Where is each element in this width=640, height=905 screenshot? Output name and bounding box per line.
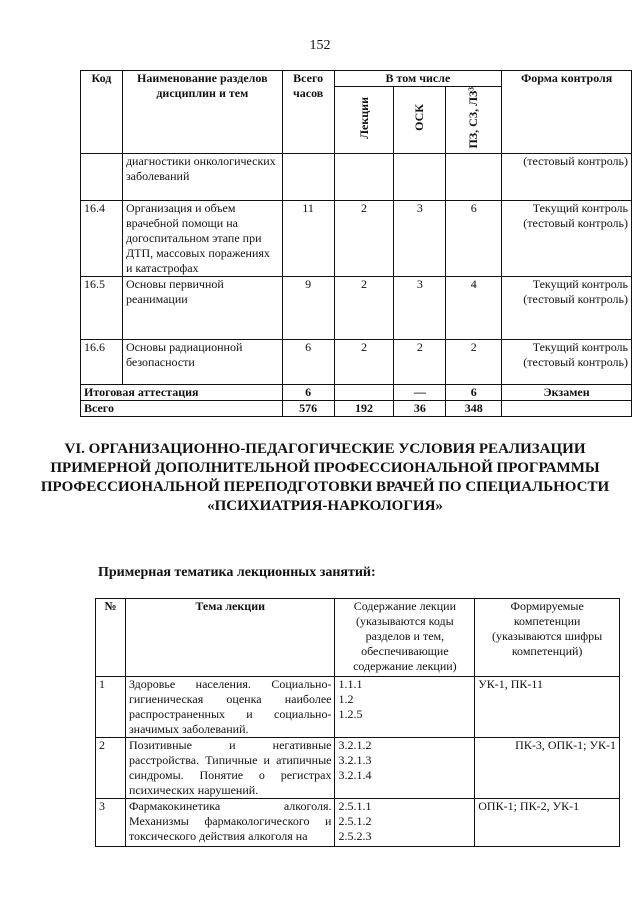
total-osk: 36 bbox=[394, 400, 446, 416]
row-osk: 3 bbox=[394, 200, 446, 276]
row-osk: 2 bbox=[394, 339, 446, 384]
row-pz bbox=[446, 153, 502, 200]
row-pz: 6 bbox=[446, 200, 502, 276]
row-number: 3 bbox=[96, 799, 126, 847]
row-pz: 4 bbox=[446, 276, 502, 339]
total-pz: 348 bbox=[446, 400, 502, 416]
header-content: Содержание лекции (указываются коды разделов и тем, обеспечивающие содержание лекции) bbox=[335, 599, 475, 677]
header-name: Наименование разделов дисциплин и тем bbox=[122, 71, 282, 154]
table-row bbox=[81, 153, 632, 200]
row-code: 1.1.1 bbox=[338, 677, 363, 691]
row-topic: Фармакокинетика алкоголя. Механизмы фармакологического и токсического действия алкоголя на bbox=[125, 799, 335, 847]
header-lectures: Лекции bbox=[356, 96, 371, 139]
table-row bbox=[81, 339, 632, 384]
header-pz: ПЗ, СЗ, ЛЗ³ bbox=[466, 87, 481, 149]
row-codes bbox=[335, 799, 475, 847]
row-name: Основы радиационной безопасности bbox=[122, 339, 282, 384]
row-code: 2.5.2.3 bbox=[338, 829, 372, 843]
table-row bbox=[96, 799, 620, 847]
row-lectures: 2 bbox=[334, 200, 394, 276]
table-row bbox=[81, 276, 632, 339]
row-competence: ОПК-1; ПК-2, УК-1 bbox=[475, 799, 620, 847]
row-codes bbox=[335, 738, 475, 799]
row-topic: Здоровье населения. Социально-гигиеническая оценка наиболее распространенных и социально-значимых заболеваний. bbox=[125, 677, 335, 738]
row-competence: УК-1, ПК-11 bbox=[475, 677, 620, 738]
total-control bbox=[502, 400, 632, 416]
total-hours: 576 bbox=[282, 400, 334, 416]
row-lectures: 2 bbox=[334, 276, 394, 339]
row-pz: 2 bbox=[446, 339, 502, 384]
table-row bbox=[96, 677, 620, 738]
header-code: Код bbox=[81, 71, 123, 154]
total-row bbox=[81, 400, 632, 416]
row-codes bbox=[335, 677, 475, 738]
row-control: Текущий контроль (тестовый контроль) bbox=[502, 276, 632, 339]
row-control: Текущий контроль (тестовый контроль) bbox=[502, 200, 632, 276]
row-code: 3.2.1.3 bbox=[338, 753, 372, 767]
row-lectures bbox=[334, 153, 394, 200]
lecture-topics-table bbox=[95, 598, 620, 847]
row-number: 2 bbox=[96, 738, 126, 799]
row-total: 6 bbox=[282, 339, 334, 384]
table-row bbox=[81, 200, 632, 276]
row-code: 3.2.1.4 bbox=[338, 768, 372, 782]
attestation-control: Экзамен bbox=[502, 384, 632, 400]
row-name: диагностики онкологических заболеваний bbox=[122, 153, 282, 200]
row-total: 9 bbox=[282, 276, 334, 339]
attestation-total: 6 bbox=[282, 384, 334, 400]
header-number: № bbox=[96, 599, 126, 677]
curriculum-table bbox=[80, 70, 632, 417]
header-competence: Формируемые компетенции (указываются шифры компетенций) bbox=[475, 599, 620, 677]
attestation-pz: 6 bbox=[446, 384, 502, 400]
row-code: 1.2 bbox=[338, 692, 354, 706]
row-code: 2.5.1.2 bbox=[338, 814, 372, 828]
section-title: VI. ОРГАНИЗАЦИОННО-ПЕДАГОГИЧЕСКИЕ УСЛОВИЯ РЕАЛИЗАЦИИ ПРИМЕРНОЙ ДОПОЛНИТЕЛЬНОЙ ПРОФЕССИОНАЛЬНОЙ ПРОГРАММЫ ПРОФЕССИОНАЛЬНОЙ ПЕРЕПОДГОТОВКИ ВРАЧЕЙ ПО СПЕЦИАЛЬНОСТИ «ПСИХИАТРИЯ-НАРКОЛОГИЯ» bbox=[40, 441, 610, 514]
header-topic: Тема лекции bbox=[125, 599, 335, 677]
row-code: 16.5 bbox=[81, 276, 123, 339]
header-including: В том числе bbox=[334, 71, 502, 87]
row-code: 1.2.5 bbox=[338, 707, 363, 721]
row-code bbox=[81, 153, 123, 200]
row-code: 2.5.1.1 bbox=[338, 799, 372, 813]
row-osk bbox=[394, 153, 446, 200]
row-code: 3.2.1.2 bbox=[338, 738, 372, 752]
row-code: 16.6 bbox=[81, 339, 123, 384]
row-total: 11 bbox=[282, 200, 334, 276]
row-number: 1 bbox=[96, 677, 126, 738]
header-osk: ОСК bbox=[412, 104, 427, 132]
row-lectures: 2 bbox=[334, 339, 394, 384]
header-control: Форма контроля bbox=[502, 71, 632, 154]
row-name: Организация и объем врачебной помощи на догоспитальном этапе при ДТП, массовых поражениях и катастрофах bbox=[122, 200, 282, 276]
attestation-lectures bbox=[334, 384, 394, 400]
total-lectures: 192 bbox=[334, 400, 394, 416]
lecture-topics-heading: Примерная тематика лекционных занятий: bbox=[98, 565, 376, 580]
row-topic: Позитивные и негативные расстройства. Типичные и атипичные синдромы. Понятие о регистрах психических нарушений. bbox=[125, 738, 335, 799]
attestation-label: Итоговая аттестация bbox=[81, 384, 283, 400]
attestation-row bbox=[81, 384, 632, 400]
row-total bbox=[282, 153, 334, 200]
row-code: 16.4 bbox=[81, 200, 123, 276]
row-competence: ПК-3, ОПК-1; УК-1 bbox=[475, 738, 620, 799]
total-label: Всего bbox=[81, 400, 283, 416]
row-control: (тестовый контроль) bbox=[502, 153, 632, 200]
header-total: Всего часов bbox=[282, 71, 334, 154]
page-number: 152 bbox=[309, 38, 331, 53]
row-osk: 3 bbox=[394, 276, 446, 339]
row-name: Основы первичной реанимации bbox=[122, 276, 282, 339]
table-row bbox=[96, 738, 620, 799]
row-control: Текущий контроль (тестовый контроль) bbox=[502, 339, 632, 384]
attestation-osk: — bbox=[394, 384, 446, 400]
